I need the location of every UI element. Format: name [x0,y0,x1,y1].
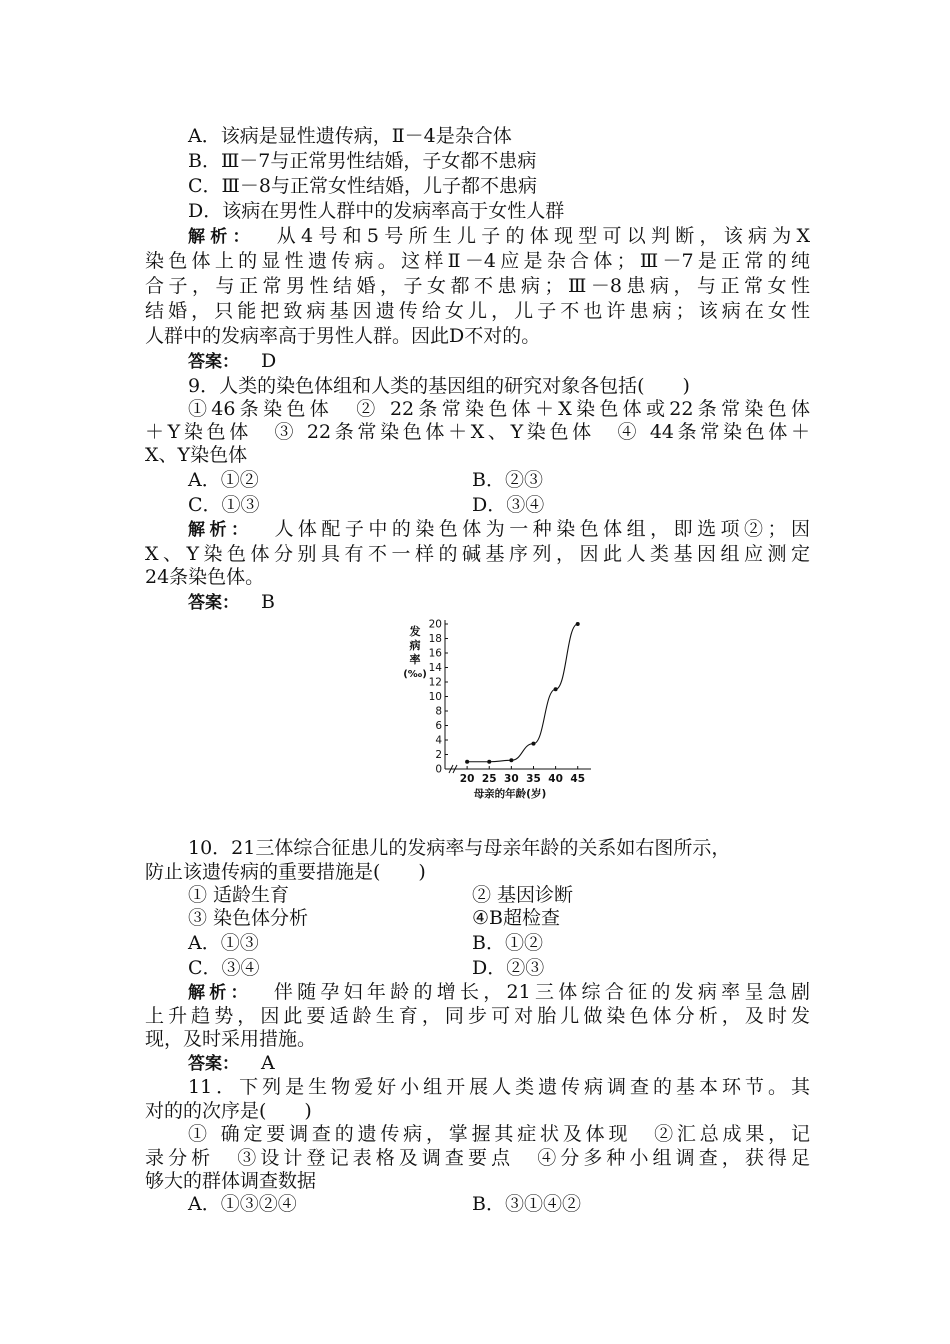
y-tick-label: 6 [435,720,442,732]
data-point [465,760,469,764]
q8-analysis-line: 染色体上的显性遗传病。这样Ⅱ－4应是杂合体；Ⅲ－7是正常的纯 [145,250,810,272]
chart-series [465,622,580,764]
q8-analysis-line: 结婚，只能把致病基因遗传给女儿，儿子不也许患病；该病在女性 [145,300,810,322]
data-point [487,760,491,764]
analysis-label: 解析： [188,983,252,1003]
q10-option-d: D．②③ [472,957,545,979]
incidence-age-chart [395,614,605,810]
q9-items-line: ①46条染色体 ② 22条常染色体＋X染色体或22条常染色体 [188,398,810,420]
data-point [509,758,513,762]
q10-item-3: ③ 染色体分析 [188,907,309,929]
q11-items-line: ① 确定要调查的遗传病，掌握其症状及体现 ②汇总成果，记 [188,1123,810,1145]
x-tick-label: 40 [548,773,563,785]
q9-items-line: ＋Y染色体 ③ 22条常染色体＋X、Y染色体 ④ 44条常染色体＋ [145,421,810,443]
q9-option-a: A．①② [188,469,259,491]
q9-items-line: X、Y染色体 [145,444,248,466]
y-label-unit: (‰) [403,669,427,680]
answer-label: 答案： [188,1054,239,1074]
q10-analysis-line: 现，及时采用措施。 [145,1028,317,1050]
q8-option-a: A．该病是显性遗传病，Ⅱ－4是杂合体 [188,125,512,147]
q10-option-c: C．③④ [188,957,260,979]
answer-value: A [261,1052,275,1074]
q9-option-c: C．①③ [188,494,260,516]
q9-analysis-line [188,517,810,542]
q9-stem: 9．人类的染色体组和人类的基因组的研究对象各包括( ) [188,375,690,397]
y-tick-label: 4 [435,734,442,747]
q8-option-b: B．Ⅲ－7与正常男性结婚，子女都不患病 [188,150,537,172]
data-point [531,742,535,746]
q10-item-1: ① 适龄生育 [188,884,290,906]
q10-stem-line: 10．21三体综合征患儿的发病率与母亲年龄的关系如右图所示， [188,837,731,859]
q10-stem-line: 防止该遗传病的重要措施是( ) [145,861,426,883]
x-axis-label: 母亲的年龄(岁) [473,788,547,800]
q11-option-a: A．①③②④ [188,1193,297,1215]
q11-items-line: 录分析 ③设计登记表格及调查要点 ④分多种小组调查，获得足 [145,1147,810,1169]
incidence-line [467,624,578,762]
x-tick-label: 25 [481,773,497,785]
y-tick-label: 16 [428,647,442,660]
analysis-label: 解析： [188,520,253,540]
y-tick-label: 8 [435,705,442,718]
x-tick-label: 30 [504,773,519,785]
analysis-text: 人体配子中的染色体为一种染色体组，即选项②；因 [274,518,811,540]
data-point [576,622,580,626]
answer-label: 答案： [188,352,239,372]
y-tick-label: 0 [435,763,442,776]
y-tick-label: 18 [428,633,442,645]
y-axis-label [403,624,427,680]
y-label-char: 发 [409,625,421,638]
q10-item-4: ④B超检查 [472,907,560,929]
y-label-char: 率 [409,653,421,666]
answer-label: 答案： [188,593,239,613]
q8-option-c: C．Ⅲ－8与正常女性结婚，儿子都不患病 [188,175,537,197]
q8-analysis-line: 人群中的发病率高于男性人群。因此D不对的。 [145,325,541,347]
q10-answer [188,1051,853,1076]
q9-option-d: D．③④ [472,494,545,516]
q10-item-2: ② 基因诊断 [472,884,574,906]
y-tick-label: 10 [428,691,442,703]
q9-analysis-line: X、Y染色体分别具有不一样的碱基序列，因此人类基因组应测定 [145,543,810,565]
x-tick-label: 20 [459,773,475,785]
q11-stem-line: 11．下列是生物爱好小组开展人类遗传病调查的基本环节。其 [188,1076,810,1098]
x-tick-label: 35 [526,773,541,785]
y-label-char: 病 [409,639,421,652]
q8-analysis-line [188,224,810,249]
q10-option-b: B．①② [472,932,543,954]
answer-value: B [261,591,275,613]
y-tick-label: 2 [435,749,442,761]
answer-value: D [261,350,277,372]
q8-answer [188,349,853,374]
q11-option-b: B．③①④② [472,1193,581,1215]
q11-stem-line: 对的的次序是( ) [145,1100,312,1122]
q8-analysis-line: 合子，与正常男性结婚，子女都不患病；Ⅲ－8患病，与正常女性 [145,275,810,297]
analysis-label: 解析： [188,227,255,247]
q9-analysis-line: 24条染色体。 [145,566,265,588]
analysis-text: 从4号和5号所生儿子的体现型可以判断，该病为X [276,225,810,247]
analysis-text: 伴随孕妇年龄的增长，21三体综合征的发病率呈急剧 [273,981,811,1003]
q9-answer [188,590,853,615]
q9-option-b: B．②③ [472,469,543,491]
q10-analysis-line: 上升趋势，因此要适龄生育，同步可对胎儿做染色体分析，及时发 [145,1005,810,1027]
y-tick-label: 20 [428,618,442,631]
q8-option-d: D．该病在男性人群中的发病率高于女性人群 [188,200,565,222]
q11-items-line: 够大的群体调查数据 [145,1170,317,1192]
data-point [554,687,558,691]
y-tick-label: 12 [428,676,442,689]
y-tick-label: 14 [428,662,442,674]
q10-analysis-line [188,980,810,1005]
x-tick-label: 45 [570,773,586,785]
q10-option-a: A．①③ [188,932,259,954]
